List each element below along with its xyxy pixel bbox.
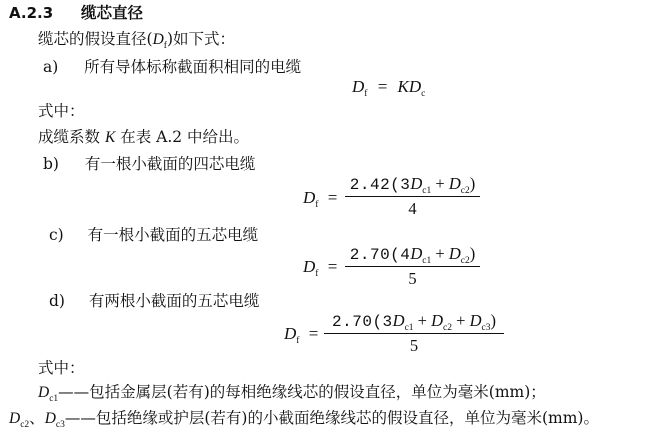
formula-b-plus: + bbox=[431, 174, 449, 193]
formula-b-denominator: 4 bbox=[408, 199, 417, 218]
formula-d-s2: c2 bbox=[443, 323, 452, 333]
formula-b-s2: c2 bbox=[460, 186, 470, 196]
formula-d-v2: D bbox=[431, 311, 444, 330]
section-number: A.2.3 bbox=[9, 4, 54, 22]
def-dc1-sub: c1 bbox=[49, 394, 59, 404]
item-d-label: d) bbox=[49, 292, 65, 310]
def-dc23-text: ——包括绝缘或护层(若有)的小截面绝缘线芯的假设直径，单位为毫米(mm)。 bbox=[64, 409, 599, 427]
intro-line bbox=[38, 30, 235, 51]
formula-d-lhs bbox=[284, 324, 319, 346]
formula-d-s1: c1 bbox=[404, 323, 414, 333]
formula-a-rhs-sub: c bbox=[421, 89, 426, 99]
formula-d-v3: D bbox=[469, 311, 482, 330]
item-c bbox=[49, 228, 258, 244]
formula-b-s1: c1 bbox=[422, 186, 432, 196]
formula-c-lhs bbox=[303, 257, 338, 279]
formula-b-fraction bbox=[345, 176, 480, 218]
formula-a-lhs-sub: f bbox=[364, 89, 368, 99]
k-note-var: K bbox=[104, 129, 116, 146]
formula-b-eq: = bbox=[327, 188, 338, 207]
formula-a-eq: = bbox=[377, 77, 388, 96]
formula-c-coef: 2.70(4 bbox=[349, 246, 411, 264]
where-label-2: 式中： bbox=[38, 359, 85, 377]
formula-d-lhs-var: D bbox=[284, 324, 297, 343]
formula-c-plus: + bbox=[431, 244, 449, 263]
intro-suffix: )如下式： bbox=[166, 30, 235, 48]
formula-c-lhs-sub: f bbox=[315, 269, 319, 279]
formula-d-v1: D bbox=[392, 311, 405, 330]
intro-prefix: 缆芯的假设直径( bbox=[38, 30, 153, 48]
formula-d-fraction bbox=[324, 313, 504, 355]
def-dc3-var: D bbox=[44, 410, 56, 427]
formula-c-lhs-var: D bbox=[303, 257, 316, 276]
k-note-prefix: 成缆系数 bbox=[38, 128, 105, 146]
intro-var: D bbox=[152, 31, 164, 48]
def-dc1-text: ——包括金属层(若有)的每相绝缘线芯的假设直径，单位为毫米(mm)； bbox=[58, 383, 546, 401]
item-b bbox=[43, 157, 255, 173]
formula-b-lhs-var: D bbox=[303, 188, 316, 207]
formula-b-v1: D bbox=[410, 174, 423, 193]
def-dc2-var: D bbox=[9, 410, 21, 427]
formula-d-end: ) bbox=[490, 311, 496, 330]
item-a bbox=[43, 60, 301, 76]
k-note bbox=[38, 130, 249, 146]
formula-b-numerator bbox=[345, 176, 480, 196]
item-c-label: c) bbox=[49, 226, 64, 244]
section-heading bbox=[9, 6, 143, 22]
formula-c-fraction bbox=[345, 246, 480, 288]
def-dc3-sub: c3 bbox=[55, 420, 65, 430]
formula-b-v2: D bbox=[448, 174, 461, 193]
formula-c-eq: = bbox=[327, 257, 338, 276]
formula-b-lhs bbox=[303, 188, 338, 210]
formula-b-lhs-sub: f bbox=[315, 200, 319, 210]
formula-d-lhs-sub: f bbox=[296, 336, 300, 346]
item-d-text: 有两根小截面的五芯电缆 bbox=[88, 292, 260, 310]
item-d bbox=[49, 294, 259, 310]
intro-var-sub: f bbox=[163, 41, 167, 51]
formula-d-eq: = bbox=[308, 324, 319, 343]
def-dc2-sub: c2 bbox=[20, 420, 30, 430]
formula-a-lhs: D bbox=[352, 77, 365, 96]
item-a-label: a) bbox=[43, 58, 59, 76]
formula-a bbox=[352, 77, 426, 99]
formula-c-denominator: 5 bbox=[408, 269, 417, 288]
item-c-text: 有一根小截面的五芯电缆 bbox=[87, 226, 259, 244]
formula-c-end: ) bbox=[469, 244, 476, 263]
formula-b-end: ) bbox=[469, 174, 476, 193]
formula-c-numerator bbox=[345, 246, 480, 266]
item-a-text: 所有导体标称截面积相同的电缆 bbox=[84, 58, 302, 76]
formula-d-numerator bbox=[324, 313, 504, 333]
item-b-label: b) bbox=[43, 155, 59, 173]
formula-a-rhs: KD bbox=[397, 77, 422, 96]
definition-dc2-dc3 bbox=[9, 409, 599, 430]
item-b-text: 有一根小截面的四芯电缆 bbox=[84, 155, 256, 173]
formula-c-s1: c1 bbox=[422, 256, 432, 266]
formula-c-s2: c2 bbox=[460, 256, 470, 266]
formula-b-coef: 2.42(3 bbox=[349, 176, 411, 194]
formula-c-v2: D bbox=[448, 244, 461, 263]
section-title: 缆芯直径 bbox=[81, 4, 144, 22]
formula-d-denominator: 5 bbox=[409, 336, 419, 355]
def-sep: 、 bbox=[29, 409, 45, 427]
definition-dc1 bbox=[38, 383, 546, 404]
formula-d-plus1: + bbox=[413, 311, 432, 330]
formula-c-v1: D bbox=[410, 244, 423, 263]
formula-d-coef: 2.70(3 bbox=[332, 313, 393, 331]
formula-d-plus2: + bbox=[452, 311, 470, 330]
where-label-1: 式中： bbox=[38, 102, 85, 120]
def-dc1-var: D bbox=[38, 384, 50, 401]
k-note-suffix: 在表 A.2 中给出。 bbox=[115, 128, 250, 146]
formula-d-s3: c3 bbox=[481, 323, 491, 333]
